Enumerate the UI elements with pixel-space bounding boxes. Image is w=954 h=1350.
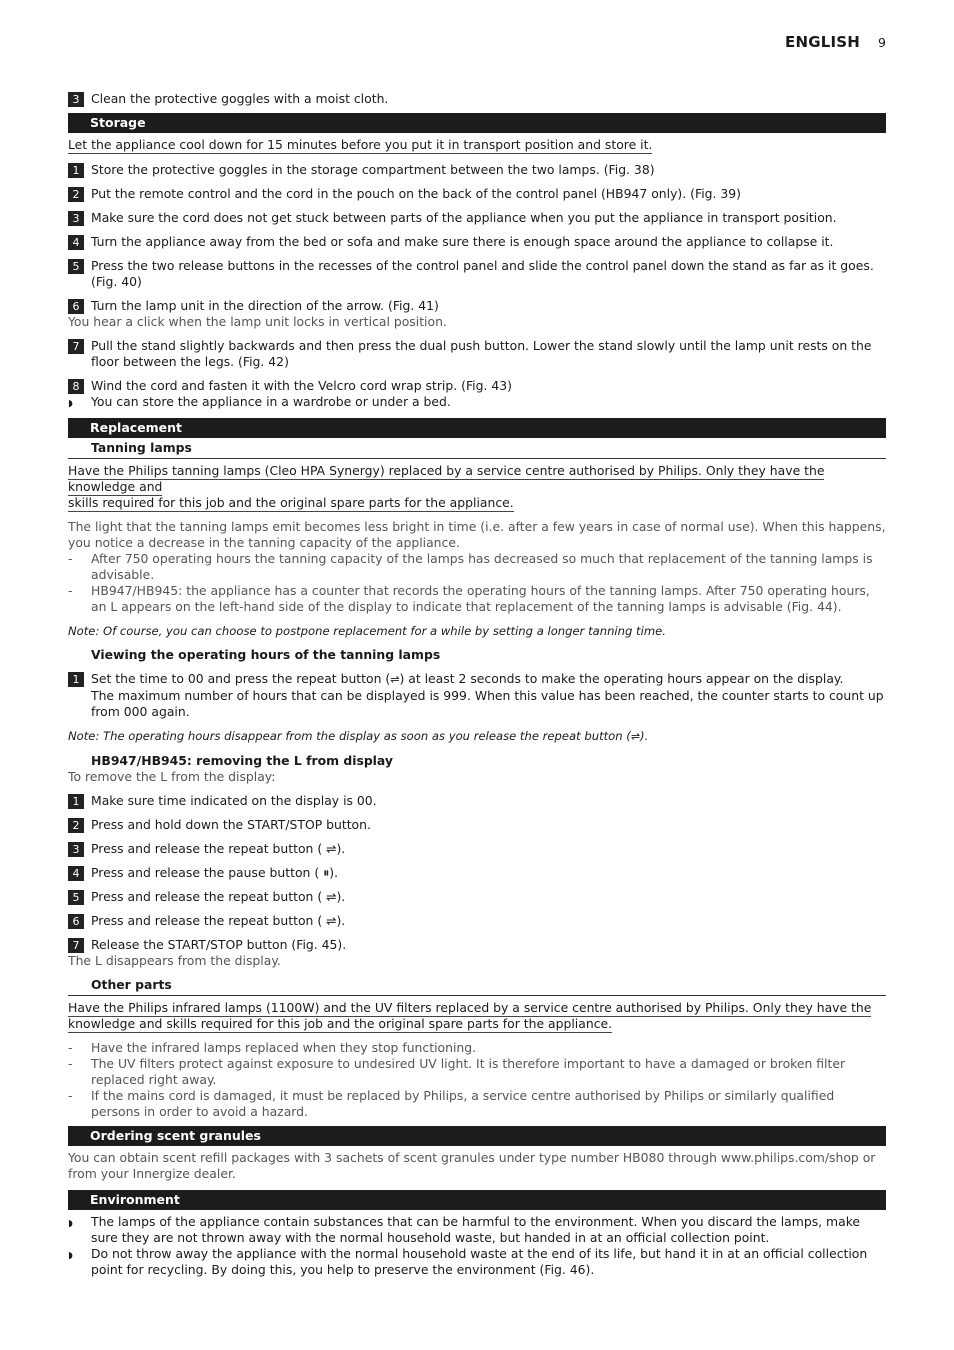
- viewing-note: Note: The operating hours disappear from the display as soon as you release the repeat button (⇌).: [68, 729, 649, 743]
- step-text: Turn the lamp unit in the direction of the arrow. (Fig. 41): [91, 298, 439, 313]
- step-item: [68, 378, 886, 394]
- step-item: [68, 841, 886, 857]
- step-number: 6: [68, 914, 84, 929]
- triangle-bullet-icon: ◗: [68, 1251, 73, 1261]
- step-item: [68, 338, 886, 370]
- step-text: Press and hold down the START/STOP button.: [91, 817, 371, 832]
- bullet-text: You can store the appliance in a wardrobe or under a bed.: [91, 394, 451, 409]
- triangle-bullet-icon: ◗: [68, 1219, 73, 1229]
- result-bullet: [68, 394, 886, 412]
- step-number: 4: [68, 866, 84, 881]
- step-note: You hear a click when the lamp unit locks in vertical position.: [68, 314, 447, 329]
- step-number: 4: [68, 235, 84, 250]
- repeat-icon: ⇌: [390, 673, 400, 686]
- step-text: Press and release the repeat button ( ⇌).: [91, 889, 346, 904]
- step-number: 1: [68, 672, 84, 687]
- step-item: [68, 865, 886, 881]
- removing-outro: The L disappears from the display.: [68, 953, 281, 968]
- dash-item: - The UV filters protect against exposure to undesired UV light. It is therefore important to have a damaged or broken filter replaced right away.: [68, 1056, 886, 1088]
- tanning-body: The light that the tanning lamps emit becomes less bright in time (i.e. after a few years in case of normal use). When this happens, you notice a decrease in the tanning capacity of the appliance.: [68, 519, 886, 550]
- step-text: Release the START/STOP button (Fig. 45).: [91, 937, 347, 952]
- step-text: Set the time to 00 and press the repeat button (⇌) at least 2 seconds to make the operating hours appear on the display. The maximum number of hours that can be displayed is 999. When this value has been reached, the counter starts to count up from 000 again.: [91, 671, 884, 719]
- step-item: [68, 258, 886, 290]
- step-text: Press the two release buttons in the recesses of the control panel and slide the control panel down the stand as far as it goes. (Fig. 40): [91, 258, 874, 289]
- step-number: 2: [68, 818, 84, 833]
- page-header: [785, 33, 886, 51]
- step-text: Press and release the pause button ( ⏸).: [91, 865, 339, 880]
- ordering-text: You can obtain scent refill packages with 3 sachets of scent granules under type number HB080 through www.philips.com/shop or from your Innergize dealer.: [68, 1150, 876, 1181]
- step-number: 7: [68, 339, 84, 354]
- dash-item: - HB947/HB945: the appliance has a counter that records the operating hours of the tanning lamps. After 750 operating hours, an L appears on the left-hand side of the display to indicate that replacement of the tanning lamps is advisable (Fig. 44).: [68, 583, 886, 615]
- dash-text: HB947/HB945: the appliance has a counter that records the operating hours of the tanning lamps. After 750 operating hours, an L appears on the left-hand side of the display to indicate that replacement of the tanning lamps is advisable (Fig. 44).: [91, 583, 870, 614]
- repeat-icon: ⇌: [630, 730, 641, 743]
- section-heading-ordering: Ordering scent granules: [68, 1126, 886, 1146]
- step-number: 3: [68, 211, 84, 226]
- step-number: 3: [68, 842, 84, 857]
- step-number: 5: [68, 259, 84, 274]
- triangle-bullet-icon: ◗: [68, 399, 73, 409]
- removing-intro: To remove the L from the display:: [68, 769, 276, 784]
- dash-text: After 750 operating hours the tanning capacity of the lamps has decreased so much that replacement of the tanning lamps is advisable.: [91, 551, 873, 582]
- bullet-text: The lamps of the appliance contain substances that can be harmful to the environment. When you discard the lamps, make sure they are not thrown away with the normal household waste, but handed in at an official collection point.: [91, 1214, 861, 1245]
- dash-item: - After 750 operating hours the tanning capacity of the lamps has decreased so much that replacement of the tanning lamps is advisable.: [68, 551, 886, 583]
- step-text: Turn the appliance away from the bed or sofa and make sure there is enough space around the appliance to collapse it.: [91, 234, 834, 249]
- step-text: Press and release the repeat button ( ⇌).: [91, 913, 346, 928]
- step-item: [68, 234, 886, 250]
- step-item: [68, 210, 886, 226]
- tanning-intro: Have the Philips tanning lamps (Cleo HPA Synergy) replaced by a service centre authorised by Philips. Only they have the knowledge and skills required for this job and the original spare parts for the appliance.: [68, 463, 825, 510]
- section-heading-environment: Environment: [68, 1190, 886, 1210]
- step-number: 1: [68, 163, 84, 178]
- step-number: 8: [68, 379, 84, 394]
- step-text: Wind the cord and fasten it with the Velcro cord wrap strip. (Fig. 43): [91, 378, 512, 393]
- step-item: [68, 298, 886, 314]
- other-intro: Have the Philips infrared lamps (1100W) and the UV filters replaced by a service centre authorised by Philips. Only they have the knowledge and skills required for this job and the original spare parts for the appliance.: [68, 1000, 872, 1031]
- page-number: 9: [878, 35, 886, 50]
- dash-text: The UV filters protect against exposure to undesired UV light. It is therefore important to have a damaged or broken filter replaced right away.: [91, 1056, 846, 1087]
- tanning-note: Note: Of course, you can choose to postpone replacement for a while by setting a longer tanning time.: [68, 624, 666, 638]
- step-item: [68, 937, 886, 953]
- dash-item: - Have the infrared lamps replaced when they stop functioning.: [68, 1040, 477, 1055]
- step-number: 3: [68, 92, 84, 107]
- step-text: Pull the stand slightly backwards and then press the dual push button. Lower the stand slowly until the lamp unit rests on the floor between the legs. (Fig. 42): [91, 338, 872, 369]
- step-text: Press and release the repeat button ( ⇌).: [91, 841, 346, 856]
- storage-intro: Let the appliance cool down for 15 minutes before you put it in transport position and store it.: [68, 137, 653, 152]
- subheading-removing-l: HB947/HB945: removing the L from display: [91, 753, 393, 768]
- dash-text: Have the infrared lamps replaced when they stop functioning.: [91, 1040, 477, 1055]
- subheading-tanning-lamps: Tanning lamps: [68, 440, 886, 459]
- step-item: [68, 162, 886, 178]
- dash-item: - If the mains cord is damaged, it must be replaced by Philips, a service centre authorised by Philips or similarly qualified persons in order to avoid a hazard.: [68, 1088, 886, 1120]
- section-heading-replacement: Replacement: [68, 418, 886, 438]
- step-item: [68, 91, 886, 107]
- step-item: [68, 817, 886, 833]
- step-item: [68, 793, 886, 809]
- step-number: 7: [68, 938, 84, 953]
- subheading-viewing-hours: Viewing the operating hours of the tanning lamps: [91, 647, 441, 662]
- step-text: Store the protective goggles in the storage compartment between the two lamps. (Fig. 38): [91, 162, 655, 177]
- step-number: 5: [68, 890, 84, 905]
- step-text: Make sure time indicated on the display is 00.: [91, 793, 377, 808]
- bullet-text: Do not throw away the appliance with the normal household waste at the end of its life, but hand it in at an official collection point for recycling. By doing this, you help to preserve the environment (Fig. 46).: [91, 1246, 868, 1277]
- step-text: Make sure the cord does not get stuck between parts of the appliance when you put the appliance in transport position.: [91, 210, 837, 225]
- subheading-other-parts: Other parts: [68, 977, 886, 996]
- language-label: ENGLISH: [785, 33, 861, 51]
- step-number: 6: [68, 299, 84, 314]
- dash-text: If the mains cord is damaged, it must be replaced by Philips, a service centre authorised by Philips or similarly qualified persons in order to avoid a hazard.: [91, 1088, 835, 1119]
- step-item: [68, 889, 886, 905]
- step-text: Put the remote control and the cord in the pouch on the back of the control panel (HB947 only). (Fig. 39): [91, 186, 741, 201]
- step-number: 1: [68, 794, 84, 809]
- step-text: Clean the protective goggles with a moist cloth.: [91, 91, 389, 106]
- page-content: [68, 91, 886, 1278]
- step-item: [68, 913, 886, 929]
- environment-bullet: [68, 1246, 886, 1278]
- step-number: 2: [68, 187, 84, 202]
- step-item: [68, 671, 886, 720]
- environment-bullet: [68, 1214, 886, 1246]
- section-heading-storage: Storage: [68, 113, 886, 133]
- step-item: [68, 186, 886, 202]
